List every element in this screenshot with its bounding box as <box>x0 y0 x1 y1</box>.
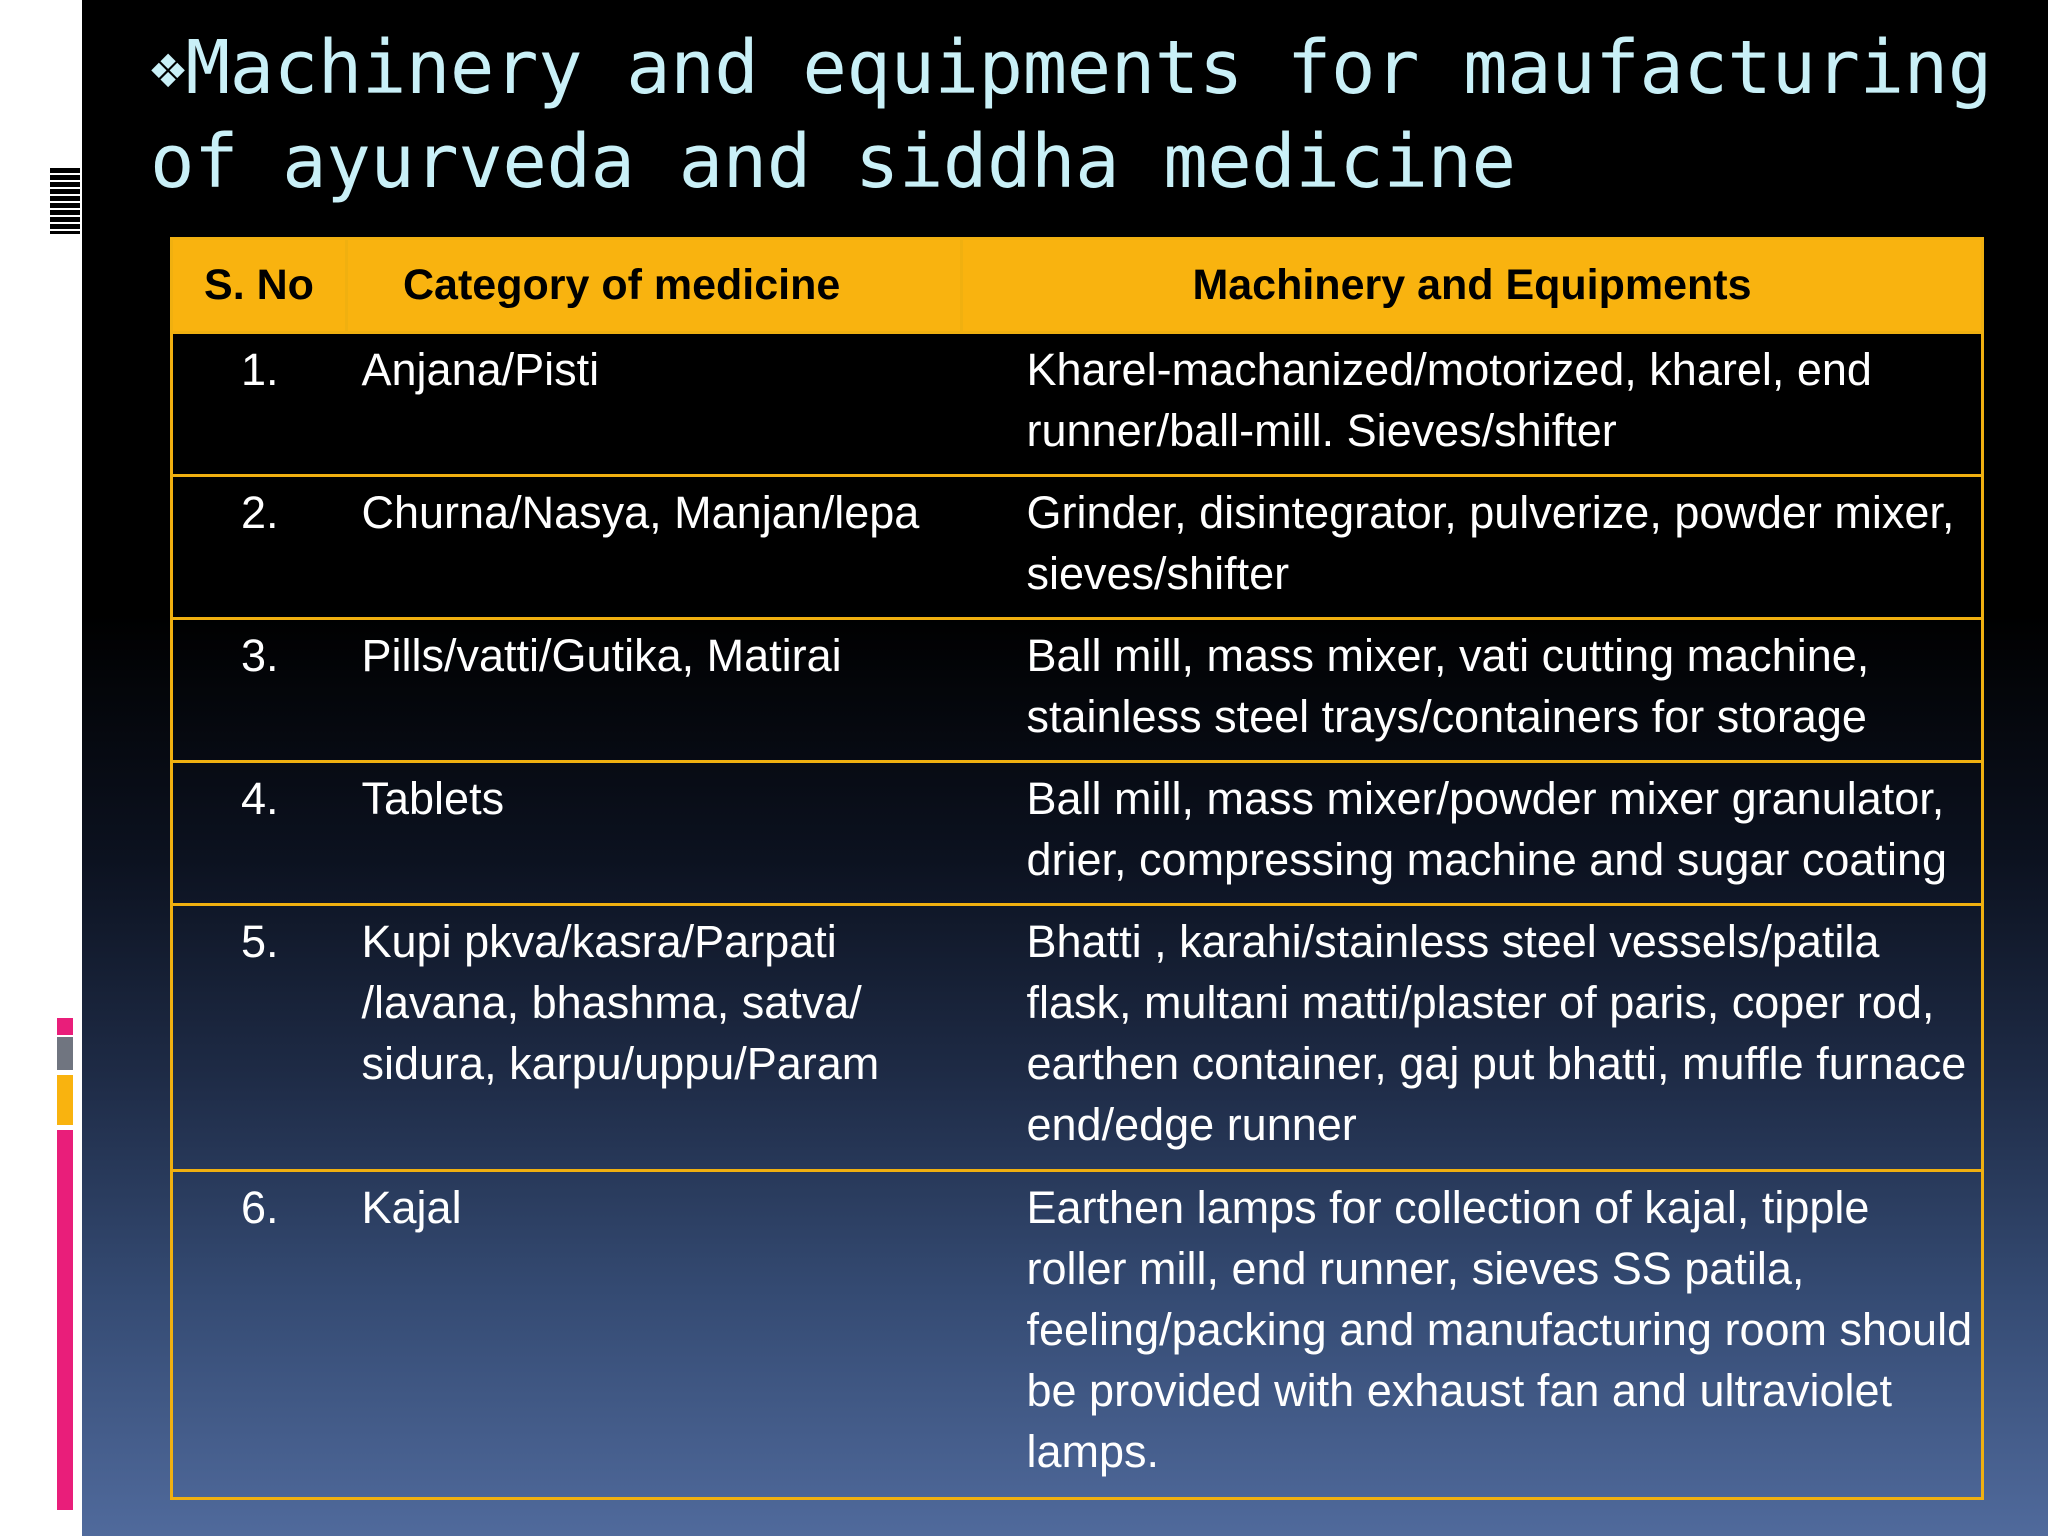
table-row <box>172 333 1983 476</box>
diamond-bullet-icon: ❖ <box>150 32 186 102</box>
cell-machinery: Bhatti , karahi/stainless steel vessels/patila flask, multani matti/plaster of paris, coper rod, earthen container, gaj put bhatti, muffle furnace end/edge runner <box>962 905 1983 1171</box>
cell-category: Kupi pkva/kasra/Parpati /lavana, bhashma, satva/ sidura, karpu/uppu/Param <box>347 905 962 1171</box>
cell-category: Churna/Nasya, Manjan/lepa <box>347 476 962 619</box>
cell-category: Kajal <box>347 1171 962 1499</box>
cell-machinery: Kharel-machanized/motorized, kharel, end runner/ball-mill. Sieves/shifter <box>962 333 1983 476</box>
cell-sno: 5. <box>172 905 347 1171</box>
table-row <box>172 1171 1983 1499</box>
table-row <box>172 762 1983 905</box>
cell-machinery: Grinder, disintegrator, pulverize, powder mixer, sieves/shifter <box>962 476 1983 619</box>
machinery-table <box>170 237 1984 1500</box>
striped-block-decoration <box>50 168 80 234</box>
cell-sno: 1. <box>172 333 347 476</box>
cell-category: Anjana/Pisti <box>347 333 962 476</box>
table-row <box>172 619 1983 762</box>
table-row <box>172 476 1983 619</box>
slide-title-text: Machinery and equipments for maufacturing of ayurveda and siddha medicine <box>150 25 1992 205</box>
yellow-accent-bar <box>57 1075 73 1125</box>
table-header-row <box>172 239 1983 333</box>
cell-category: Pills/vatti/Gutika, Matirai <box>347 619 962 762</box>
pink-accent-bar-top <box>57 1018 73 1035</box>
gray-accent-bar <box>57 1037 73 1070</box>
pink-accent-bar-long <box>57 1130 73 1510</box>
header-category: Category of medicine <box>347 239 962 333</box>
header-machinery: Machinery and Equipments <box>962 239 1983 333</box>
cell-sno: 6. <box>172 1171 347 1499</box>
cell-sno: 4. <box>172 762 347 905</box>
cell-machinery: Ball mill, mass mixer, vati cutting machine, stainless steel trays/containers for storage <box>962 619 1983 762</box>
slide-title <box>150 20 2010 209</box>
cell-machinery: Ball mill, mass mixer/powder mixer granulator, drier, compressing machine and sugar coating <box>962 762 1983 905</box>
left-decorative-strip <box>0 0 82 1536</box>
cell-machinery: Earthen lamps for collection of kajal, tipple roller mill, end runner, sieves SS patila, feeling/packing and manufacturing room should be provided with exhaust fan and ultraviolet lamps. <box>962 1171 1983 1499</box>
cell-category: Tablets <box>347 762 962 905</box>
table-row <box>172 905 1983 1171</box>
header-sno: S. No <box>172 239 347 333</box>
cell-sno: 3. <box>172 619 347 762</box>
cell-sno: 2. <box>172 476 347 619</box>
